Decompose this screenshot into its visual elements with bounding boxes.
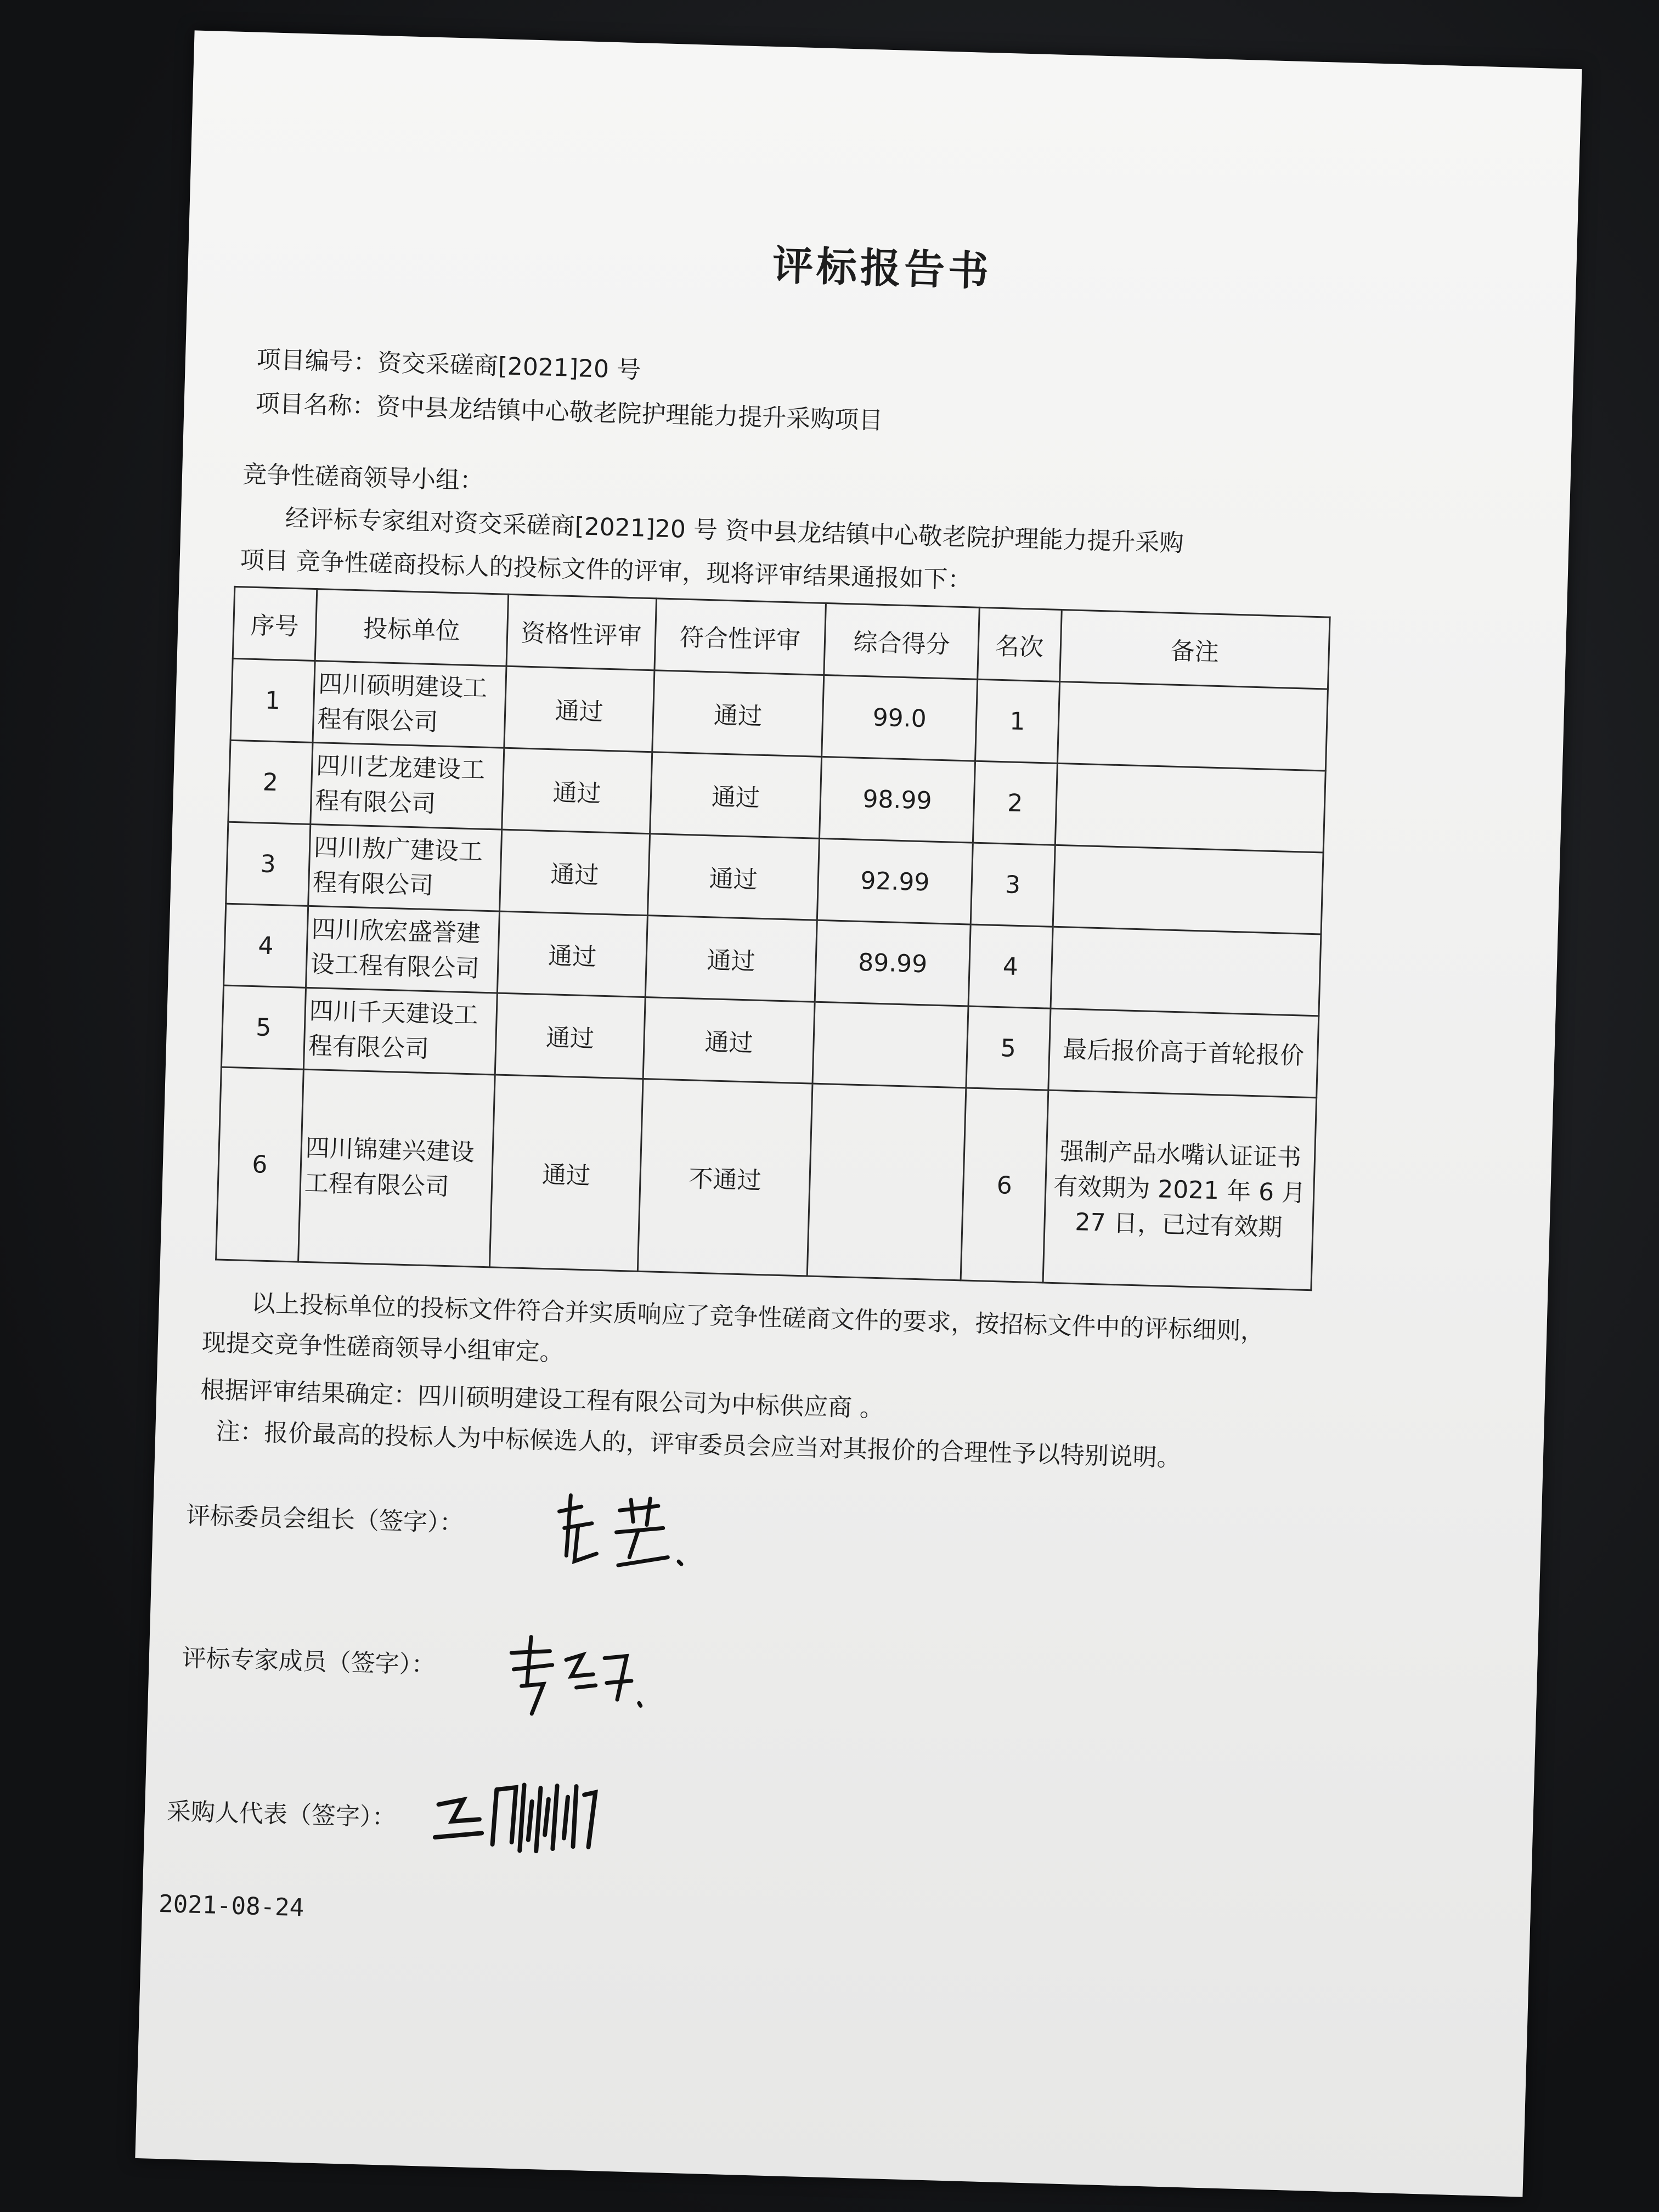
cell-rank: 2	[973, 761, 1057, 845]
cell-score: 89.99	[815, 920, 970, 1006]
header-qualification: 资格性评审	[506, 594, 656, 670]
project-name: 资中县龙结镇中心敬老院护理能力提升采购项目	[375, 392, 883, 435]
result-line: 根据评审结果确定：四川硕明建设工程有限公司为中标供应商 。	[200, 1375, 884, 1423]
cell-qualification: 通过	[498, 911, 648, 997]
cell-rank: 3	[970, 843, 1055, 927]
cell-unit: 四川锦建兴建设工程有限公司	[298, 1069, 495, 1267]
header-no: 序号	[233, 586, 317, 661]
cell-note	[1053, 845, 1323, 934]
member-signature	[499, 1630, 654, 1723]
cell-unit: 四川欣宏盛誉建设工程有限公司	[306, 906, 499, 993]
cell-qualification: 通过	[502, 748, 652, 833]
cell-compliance: 通过	[647, 834, 820, 921]
project-name-line	[255, 383, 883, 436]
cell-score: 99.0	[822, 675, 978, 761]
cell-no: 6	[216, 1067, 304, 1262]
cell-no: 3	[226, 822, 311, 906]
cell-no: 2	[228, 740, 313, 824]
header-rank: 名次	[978, 607, 1062, 681]
cell-rank: 6	[961, 1088, 1048, 1283]
cell-unit: 四川千天建设工程有限公司	[303, 988, 497, 1075]
conclusion-paragraph: 以上投标单位的投标文件符合并实质响应了竞争性磋商文件的要求，按招标文件中的评标细则，现提交竞争性磋商领导小组审定。	[201, 1289, 1265, 1367]
intro-line-2: 项目 竞争性磋商投标人的投标文件的评审，现将评审结果通报如下：	[240, 546, 972, 595]
member-signature-label: 评标专家成员（签字）：	[182, 1644, 436, 1679]
table-row	[216, 1067, 1317, 1290]
project-code-label: 项目编号：	[256, 345, 378, 377]
cell-compliance: 通过	[650, 752, 822, 839]
cell-qualification: 通过	[504, 666, 654, 752]
cell-no: 5	[221, 985, 306, 1069]
cell-note: 强制产品水嘴认证证书有效期为 2021 年 6 月 27 日，已过有效期	[1043, 1090, 1317, 1290]
document-sheet	[135, 30, 1582, 2197]
cell-compliance: 通过	[652, 670, 824, 757]
project-code: 资交采磋商[2021]20 号	[377, 348, 641, 385]
evaluation-table	[215, 586, 1331, 1291]
project-code-line	[256, 340, 641, 386]
cell-rank: 4	[968, 924, 1053, 1008]
project-name-label: 项目名称：	[255, 389, 377, 421]
document-date: 2021-08-24	[158, 1889, 304, 1922]
cell-rank: 5	[966, 1006, 1051, 1090]
chair-signature	[546, 1489, 713, 1576]
buyer-signature-image	[429, 1766, 618, 1864]
cell-score	[812, 1002, 968, 1088]
cell-score: 98.99	[820, 757, 975, 843]
header-compliance: 符合性评审	[654, 599, 826, 675]
cell-compliance: 通过	[643, 997, 815, 1084]
chair-signature-image	[546, 1489, 713, 1576]
cell-note	[1055, 763, 1325, 853]
cell-score	[807, 1084, 966, 1280]
cell-compliance: 通过	[645, 916, 817, 1002]
buyer-signature	[429, 1766, 618, 1864]
cell-qualification: 通过	[490, 1075, 643, 1271]
cell-note: 最后报价高于首轮报价	[1048, 1008, 1319, 1098]
cell-unit: 四川敖广建设工程有限公司	[308, 824, 501, 911]
cell-qualification: 通过	[500, 830, 650, 915]
cell-note	[1051, 927, 1321, 1016]
cell-note	[1057, 681, 1328, 771]
cell-no: 1	[230, 658, 315, 742]
member-signature-image	[499, 1630, 654, 1723]
cell-rank: 1	[975, 679, 1059, 763]
document-title: 评标报告书	[771, 242, 993, 296]
cell-unit: 四川艺龙建设工程有限公司	[311, 742, 504, 830]
intro-line-1: 经评标专家组对资交采磋商[2021]20 号 资中县龙结镇中心敬老院护理能力提升采购	[285, 504, 1184, 558]
header-score: 综合得分	[824, 603, 979, 679]
chair-signature-label: 评标委员会组长（签字）：	[185, 1502, 464, 1538]
buyer-signature-label: 采购人代表（签字）：	[166, 1797, 397, 1832]
cell-unit: 四川硕明建设工程有限公司	[313, 661, 506, 748]
cell-score: 92.99	[817, 838, 973, 924]
cell-qualification: 通过	[495, 993, 645, 1079]
header-unit: 投标单位	[315, 589, 509, 667]
note-line: 注：报价最高的投标人为中标候选人的，评审委员会应当对其报价的合理性予以特别说明。	[215, 1417, 1182, 1472]
cell-no: 4	[224, 904, 308, 988]
addressee: 竞争性磋商领导小组：	[242, 460, 484, 495]
cell-compliance: 不通过	[637, 1079, 812, 1276]
header-note: 备注	[1059, 610, 1330, 689]
